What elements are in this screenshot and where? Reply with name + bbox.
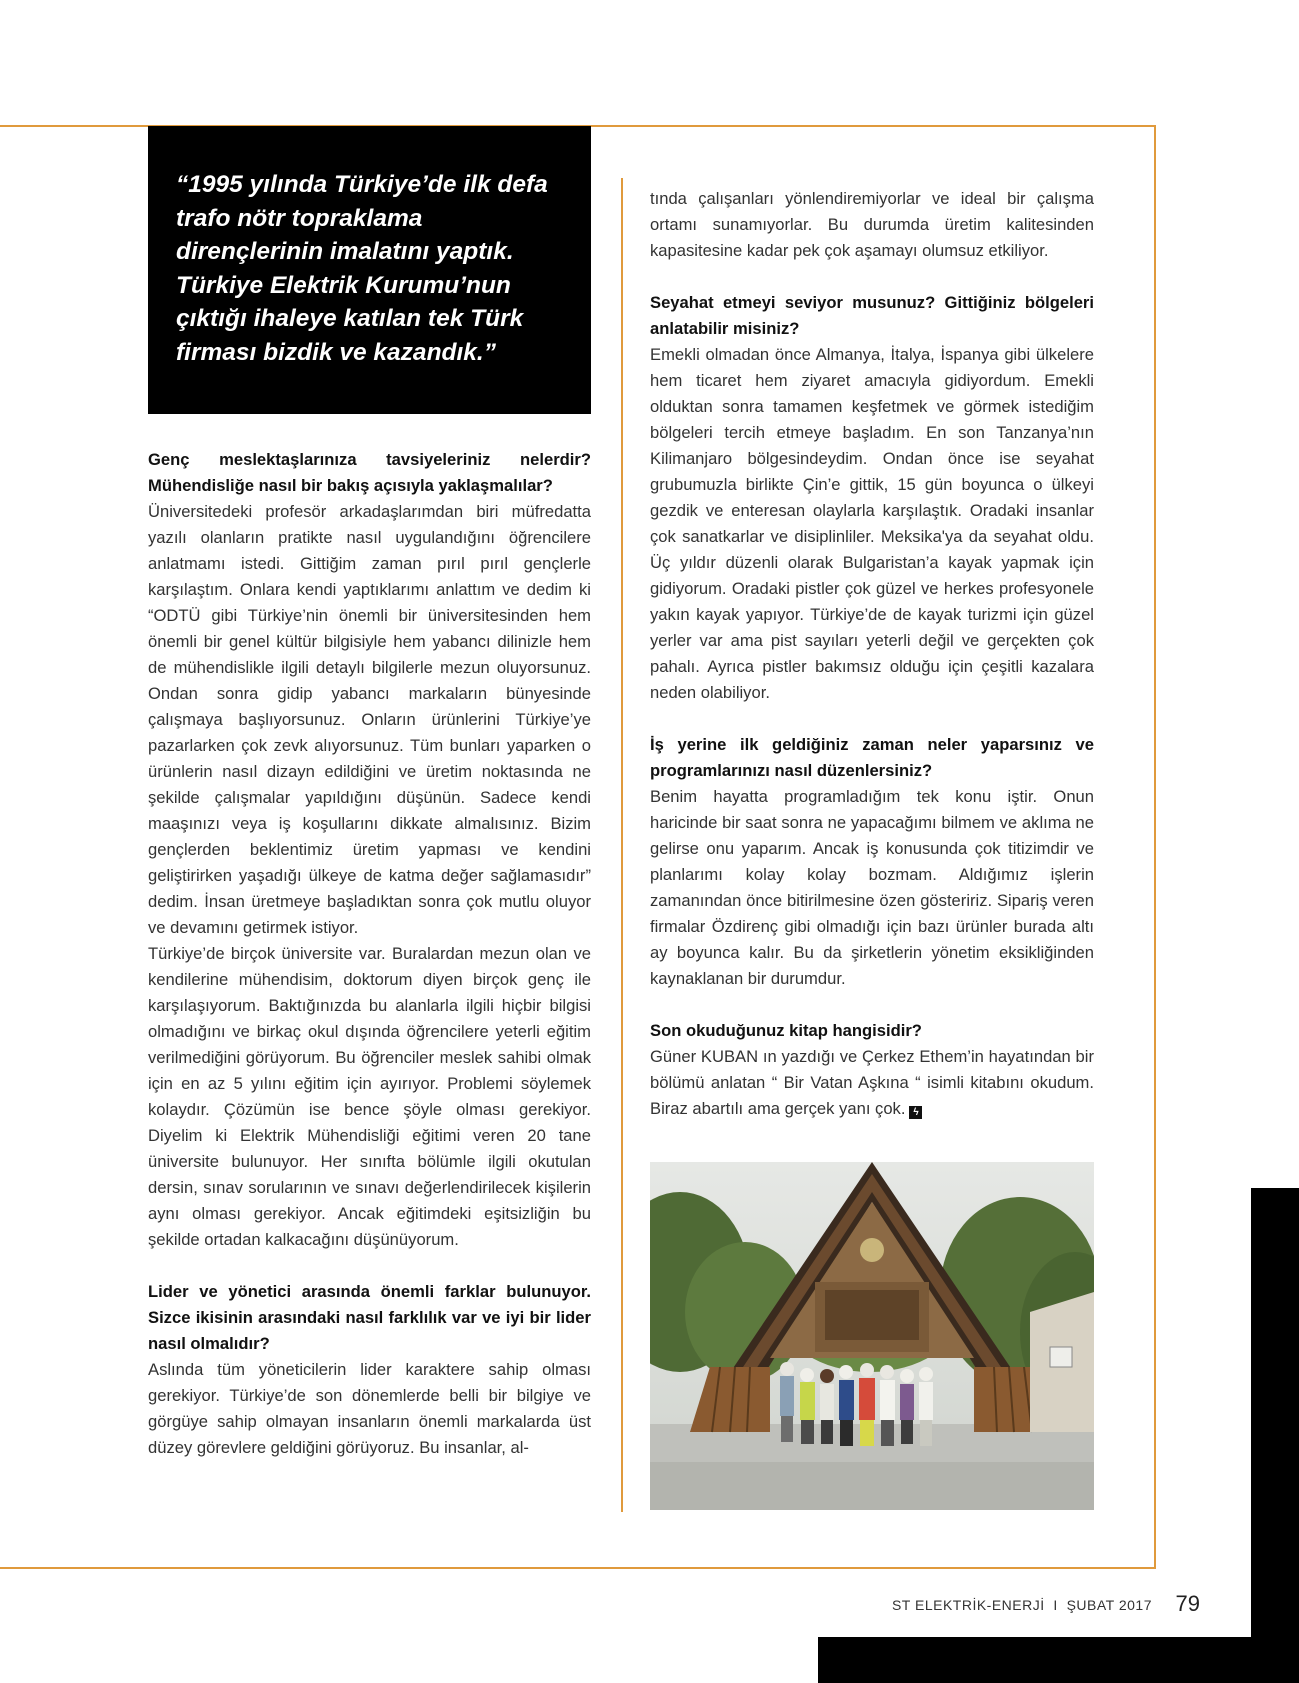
- answer-last-book: Güner KUBAN ın yazdığı ve Çerkez Ethem’in hayatından bir bölümü anlatan “ Bir Vatan Aşkına “ isimli kitabını okudum. Biraz abartılı ama gerçek yanı çok.: [650, 1047, 1094, 1118]
- answer-travel: Emekli olmadan önce Almanya, İtalya, İspanya gibi ülkelere hem ticaret hem ziyaret amacıyla gidiyordum. Emekli olduktan sonra tamamen keşfetmek ve görmek istediğim bölgeleri tercih etmeye başladım. En son Tanzanya’nın Kilimanjaro bölgesindeydim. Ondan önce ise seyahat grubumuzla birlikte Çin’e gittik, 15 gün boyunca o ülkeyi gezdik ve enteresan olaylarla karşılaştık. Oradaki insanlar çok sanatkarlar ve disiplinliler. Meksika'ya da seyahat oldu. Üç yıldır düzenli olarak Bulgaristan’a kayak yapmak için gidiyorum. Oradaki pistler çok güzel ve herkes profesyonele yakın kayak yapıyor. Türkiye’de de kayak turizmi için güzel yerler var ama pist sayıları yeterli değil ve gerçekten çok pahalı. Ayrıca pistler bakımsız olduğu için çeşitli kazalara neden olabiliyor.: [650, 345, 1094, 702]
- pull-quote-text: “1995 yılında Türkiye’de ilk defa trafo nötr topraklama dirençlerinin imalatını yaptık. Türkiye Elektrik Kurumu’nun çıktığı ihaleye katılan tek Türk firması bizdik ve kazandık.”: [176, 171, 548, 366]
- pull-quote-box: [148, 126, 591, 414]
- answer-leader-manager: Aslında tüm yöneticilerin lider karaktere sahip olması gerekiyor. Türkiye’de son dönemlerde belli bir bilgiye ve görgüye sahip olmayan insanların önemli markalarda üst düzey görevlere geldiğini görüyoruz. Bu insanlar, al-: [148, 1360, 591, 1457]
- left-column: [148, 447, 591, 1461]
- answer-leader-manager-continued: tında çalışanları yönlendiremiyorlar ve ideal bir çalışma ortamı sunamıyorlar. Bu durumda üretim kalitesinden kapasitesine kadar pek çok aşamayı olumsuz etkiliyor.: [650, 189, 1094, 260]
- issue-date: ŞUBAT 2017: [1066, 1597, 1152, 1613]
- black-edge-tab-bottom: [818, 1637, 1299, 1683]
- black-edge-tab-right: [1251, 1188, 1299, 1683]
- footer-issue-info: [892, 1597, 1152, 1613]
- kilimanjaro-gate-photo: [650, 1162, 1094, 1510]
- answer-workday: Benim hayatta programladığım tek konu iştir. Onun haricinde bir saat sonra ne yapacağımı bilmem ve aklıma ne gelirse onu yaparım. Ancak iş konusunda çok titizimdir ve planlarımı kolay kolay bozmam. Aldığımız işlerin zamanından önce bitirilmesine özen gösteririz. Sipariş veren firmalar Özdirenç gibi olmadığı için bazı ürünler burada altı ay boyunca kalır. Bu da şirketlerin yönetim eksikliğinden kaynaklanan bir durumdur.: [650, 787, 1094, 988]
- frame-bottom-line: [0, 1567, 1156, 1569]
- question-workday: İş yerine ilk geldiğiniz zaman neler yaparsınız ve programlarınızı nasıl düzenlersiniz?: [650, 735, 1094, 780]
- publication-name: ST ELEKTRİK-ENERJİ: [891, 1597, 1045, 1613]
- page-footer: [820, 1591, 1200, 1619]
- question-last-book: Son okuduğunuz kitap hangisidir?: [650, 1021, 922, 1040]
- right-column: [650, 186, 1094, 1122]
- answer-last-book-wrap: [650, 1044, 1094, 1122]
- answer-young-colleagues-p2: Türkiye’de birçok üniversite var. Buralardan mezun olan ve kendilerine mühendisim, doktorum diyen birçok genç ile karşılaşıyorum. Baktığınızda bu alanlarla ilgili hiçbir bilgisi olmadığını ve birkaç okul dışında öğrencilere yeterli eğitim verilmediğini görüyorum. Bu öğrenciler meslek sahibi olmak için en az 5 yılını eğitim için ayırıyor. Problemi söylemek kolaydır. Çözümün ise bence şöyle olması gerekiyor. Diyelim ki Elektrik Mühendisliği eğitimi veren 20 tane üniversite bulunuyor. Her sınıfta bölümle ilgili okutulan dersin, sınav sorularının ve sınavı değerlendirilecek kişilerin aynı olması gerekiyor. Ancak eğitimdeki eşitsizliğin bu şekilde ortadan kalkacağını düşünüyorum.: [148, 944, 591, 1249]
- article-end-icon: ϟ: [909, 1106, 922, 1119]
- question-travel: Seyahat etmeyi seviyor musunuz? Gittiğiniz bölgeleri anlatabilir misiniz?: [650, 293, 1094, 338]
- footer-separator: I: [1053, 1597, 1058, 1613]
- column-divider: [621, 178, 623, 1512]
- answer-young-colleagues-p1: Üniversitedeki profesör arkadaşlarımdan biri müfredatta yazılı olanların pratikte nasıl uygulandığını öğrencilere anlatmamı istedi. Gittiğim zaman pırıl pırıl gençlerle karşılaştım. Onlara kendi yaptıklarımı anlattım ve dedim ki “ODTÜ gibi Türkiye’nin önemli bir üniversitesinden hem önemli bir genel kültür bilgisiyle hem yabancı dilinizle hem de mühendislikle ilgili detaylı bilgilerle mezun oluyorsunuz. Ondan sonra gidip yabancı markaların bünyesinde çalışmaya başlıyorsunuz. Onların ürünlerini Türkiye’ye pazarlarken çok zevk alıyorsunuz. Tüm bunları yaparken o ürünlerin nasıl dizayn edildiğini ve üretim noktasında ne şekilde çalışmalar yapıldığını düşünün. Sadece kendi maaşınızı veya iş koşullarını dikkate almalısınız. Bizim gençlerden beklentimiz üretim yapması ve kendini geliştirirken yaşadığı ülkeye de katma değer sağlamasıdır” dedim. İnsan üretmeye başladıktan sonra çok mutlu oluyor ve devamını getirmek istiyor.: [148, 502, 591, 937]
- frame-right-line: [1154, 125, 1156, 1569]
- question-leader-manager: Lider ve yönetici arasında önemli farklar bulunuyor. Sizce ikisinin arasındaki nasıl farklılık var ve iyi bir lider nasıl olmalıdır?: [148, 1282, 591, 1353]
- page-number: 79: [1175, 1591, 1200, 1616]
- question-young-colleagues: Genç meslektaşlarınıza tavsiyeleriniz nelerdir? Mühendisliğe nasıl bir bakış açısıyla yaklaşmalılar?: [148, 450, 591, 495]
